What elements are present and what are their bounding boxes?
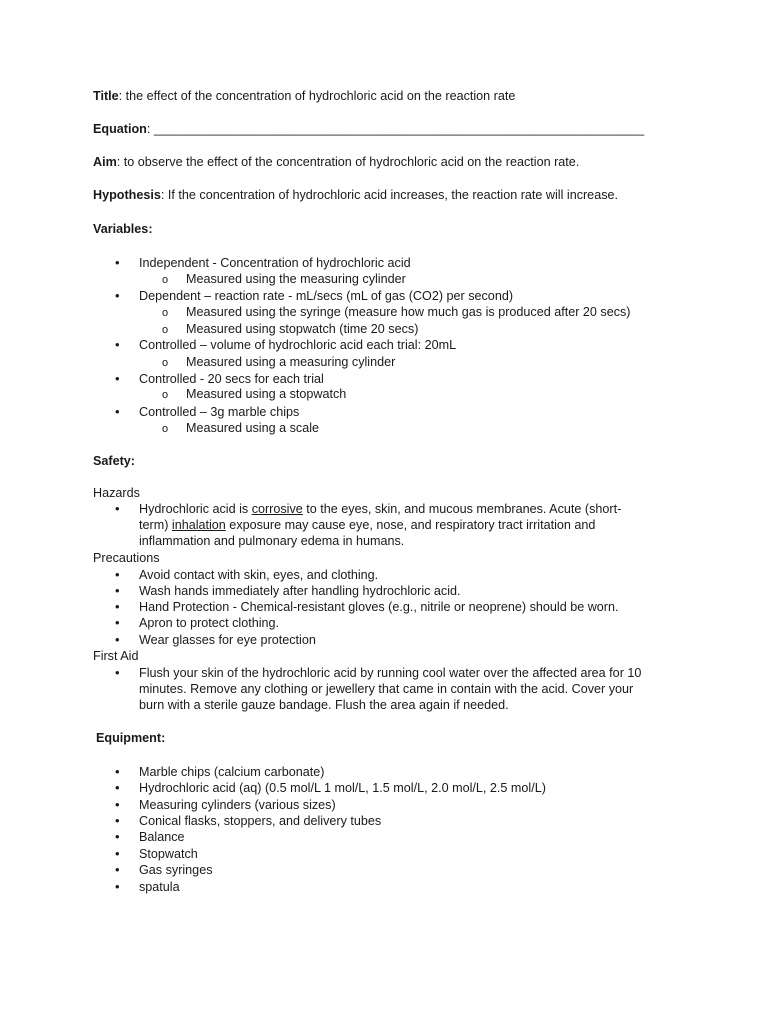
bullet-icon [115,665,120,681]
variable-sub-item: Measured using the syringe (measure how much gas is produced after 20 secs) [186,305,631,319]
hazard-text: to the eyes, skin, and mucous membranes. Acute (short- [302,502,622,516]
aim-text: to observe the effect of the concentration of hydrochloric acid on the reaction rate. [123,155,580,169]
equipment-item: Marble chips (calcium carbonate) [139,765,325,779]
hazard-line-2 [139,517,595,533]
safety-heading: Safety: [93,454,135,468]
bullet-icon [115,780,120,796]
precaution-item: Hand Protection - Chemical-resistant gloves (e.g., nitrile or neoprene) should be worn. [139,600,619,614]
bullet-icon [115,813,120,829]
circle-bullet-icon: o [162,389,169,401]
circle-bullet-icon: o [162,423,169,435]
bullet-icon [115,764,120,780]
title-label: Title [93,89,119,103]
equipment-item: Hydrochloric acid (aq) (0.5 mol/L 1 mol/L, 1.5 mol/L, 2.0 mol/L, 2.5 mol/L) [139,781,546,795]
precaution-item: Avoid contact with skin, eyes, and clothing. [139,568,379,582]
equipment-heading: Equipment: [96,731,166,745]
equation-label: Equation [93,122,147,136]
equation-line: Equation: ______________________________________________________________________ [93,122,645,136]
bullet-icon [115,371,120,387]
bullet-icon [115,797,120,813]
first-aid-line: Flush your skin of the hydrochloric acid by running cool water over the affected area for 10 [139,666,642,680]
precaution-item: Apron to protect clothing. [139,616,280,630]
bullet-icon [115,501,120,517]
hazard-underlined-term: inhalation [171,518,226,532]
equipment-item: Measuring cylinders (various sizes) [139,798,336,812]
bullet-icon [115,599,120,615]
precautions-label: Precautions [93,551,160,565]
bullet-icon [115,879,120,895]
hazard-text: Hydrochloric acid is [139,502,252,516]
precaution-item: Wear glasses for eye protection [139,633,316,647]
bullet-icon [115,632,120,648]
variables-heading: Variables: [93,222,153,236]
hypothesis-text: If the concentration of hydrochloric acid increases, the reaction rate will increase. [167,188,618,202]
equation-blank: ______________________________________________________________________ [153,122,645,136]
hazard-underlined-term: corrosive [251,502,303,516]
equipment-item: spatula [139,880,180,894]
bullet-icon [115,255,120,271]
bullet-icon [115,567,120,583]
equipment-item: Conical flasks, stoppers, and delivery tubes [139,814,382,828]
aim-label: Aim [93,155,117,169]
variable-item: Controlled - 20 secs for each trial [139,372,324,386]
bullet-icon [115,288,120,304]
circle-bullet-icon: o [162,274,169,286]
first-aid-label: First Aid [93,649,139,663]
variable-sub-item: Measured using a stopwatch [186,387,347,401]
variable-sub-item: Measured using a scale [186,421,320,435]
first-aid-line: burn with a sterile gauze bandage. Flush the area again if needed. [139,698,509,712]
circle-bullet-icon: o [162,357,169,369]
hazard-text: exposure may cause eye, nose, and respiratory tract irritation and [225,518,596,532]
circle-bullet-icon: o [162,307,169,319]
bullet-icon [115,337,120,353]
bullet-icon [115,862,120,878]
hypothesis-line: Hypothesis: If the concentration of hydrochloric acid increases, the reaction rate will increase. [93,188,618,202]
first-aid-line: minutes. Remove any clothing or jewellery that came in contain with the acid. Cover your [139,682,634,696]
bullet-icon [115,615,120,631]
variable-item: Controlled – volume of hydrochloric acid each trial: 20mL [139,338,457,352]
hazard-line-3: inflammation and pulmonary edema in humans. [139,534,405,548]
bullet-icon [115,583,120,599]
equipment-item: Gas syringes [139,863,213,877]
variable-sub-item: Measured using a measuring cylinder [186,355,396,369]
hazards-label: Hazards [93,486,140,500]
circle-bullet-icon: o [162,324,169,336]
variable-sub-item: Measured using the measuring cylinder [186,272,406,286]
hypothesis-label: Hypothesis [93,188,161,202]
bullet-icon [115,829,120,845]
variable-sub-item: Measured using stopwatch (time 20 secs) [186,322,419,336]
hazard-text: term) [139,518,172,532]
title-line: Title: the effect of the concentration of hydrochloric acid on the reaction rate [93,89,516,103]
variable-item: Dependent – reaction rate - mL/secs (mL of gas (CO2) per second) [139,289,514,303]
variable-item: Independent - Concentration of hydrochloric acid [139,256,411,270]
title-text: the effect of the concentration of hydrochloric acid on the reaction rate [125,89,516,103]
aim-line: Aim: to observe the effect of the concentration of hydrochloric acid on the reaction rate. [93,155,580,169]
bullet-icon [115,404,120,420]
equipment-item: Stopwatch [139,847,198,861]
equipment-item: Balance [139,830,185,844]
hazard-line-1 [139,501,621,517]
variable-item: Controlled – 3g marble chips [139,405,300,419]
bullet-icon [115,846,120,862]
precaution-item: Wash hands immediately after handling hydrochloric acid. [139,584,461,598]
